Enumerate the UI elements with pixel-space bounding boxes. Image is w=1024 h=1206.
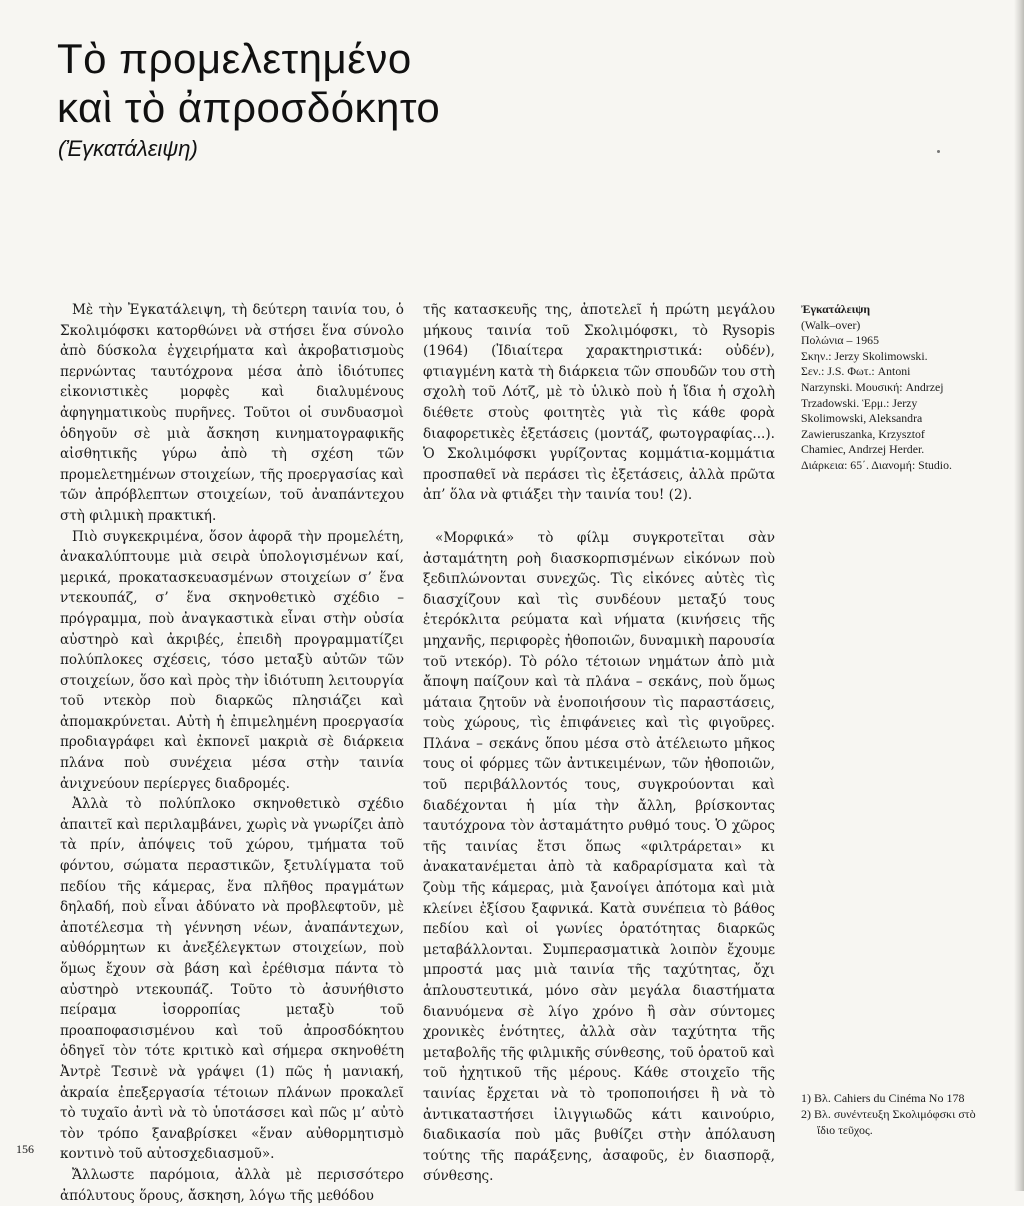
page-number: 156 — [16, 1142, 34, 1156]
title-line-1: Τὸ προμελετημένο — [57, 35, 412, 82]
paragraph: τῆς κατασκευῆς της, ἀποτελεῖ ἡ πρώτη μεγάλου μήκους ταινία τοῦ Σκολιμόφσκι, τὸ Rysopis (1964) (Ἰδιαίτερα χαρακτηριστικά: οὐδέν), φτιαγμένη κατὰ τὴ διάρκεια τῶν σπουδῶν του στὴ σχολὴ τοῦ Λότζ, μὲ τὸ ὑλικὸ ποὺ ἡ ἴδια ἡ σχολὴ διέθετε στοὺς φοιτητὲς γιὰ τὶς κάθε φορὰ διαφορετικὲς ἐξετάσεις (μοντάζ, φωτογραφίας...). Ὁ Σκολιμόφσκι γυρίζοντας κομμάτια-κομμάτια προσπαθεῖ νὰ περάσει τὶς ἐξετάσεις, ἀλλὰ πρῶτα ἀπ’ ὅλα νὰ φτιάξει τὴν ταινία του! (2). — [423, 302, 775, 504]
paragraph: «Μορφικά» τὸ φίλμ συγκροτεῖται σὰν ἀσταμάτητη ροὴ διασκορπισμένων εἰκόνων ποὺ ξεδιπλώνονται συνεχῶς. Τὶς εἰκόνες αὐτὲς τὶς διασχίζουν καὶ τὶς συνδέουν μεταξύ τους ἑτερόκλιτα ρεύματα καὶ νήματα (κινήσεις τῆς μηχανῆς, περιφορὲς ἠθοποιῶν, δυναμικὴ παρουσία τοῦ ντεκόρ). Τὸ ρόλο τέτοιων νημάτων ἀπὸ μιὰ ἄποψη παίζουν καὶ τὰ πλάνα – σεκάνς, ποὺ ὅμως μάταια ζητοῦν νὰ ἑνοποιήσουν τὶς παραστάσεις, τοὺς χώρους, τὶς ἐπιφάνειες καὶ τὶς φιγοῦρες. Πλάνα – σεκάνς ὅπου μέσα στὸ ἀτέλειωτο μῆκος τους οἱ φόρμες τῶν ἀντικειμένων, τῶν ἠθοποιῶν, τοῦ περιβάλλοντός τους, συγκρούονται καὶ διαδέχονται ἡ μία τὴν ἄλλη, βρίσκοντας ταυτόχρονα τὸν ἀσταμάτητο ρυθμό τους. Ὁ χῶρος τῆς ταινίας ἔτσι ὅπως «φιλτράρεται» κι ἀνακατανέμεται ἀπὸ τὰ καδραρίσματα καὶ τὰ ζοὺμ τῆς κάμερας, μιὰ ξανοίγει ἀπότομα καὶ μιὰ κλείνει ἐξίσου ξαφνικά. Κατὰ συνέπεια τὸ βάθος πεδίου καὶ οἱ γωνίες ὁρατότητας διαρκῶς μεταβάλλονται. Συμπερασματικὰ λοιπὸν ἔχουμε μπροστά μας μιὰ ταινία τῆς ταχύτητας, ὄχι ἁπλουστευτικά, μόνο σὰν μεγάλα διαστήματα διανυόμενα σὲ λίγο χρόνο ἢ σὰν σύντομες χρονικὲς ἑνότητες, ἀλλὰ σὰν ταχύτητα τῆς μεταβολῆς τῆς φιλμικῆς σύνθεσης, τοῦ ὁρατοῦ καὶ τοῦ ἠχητικοῦ τῆς μέρους. Κάθε στοιχεῖο τῆς ταινίας ἔρχεται νὰ τὸ τροποποιήσει ἢ νὰ τὸ ἀντικαταστήσει ἰλιγγιωδῶς κάτι καινούριο, διαδικασία ποὺ μᾶς βυθίζει στὴν ἀπόλαυση τούτης τῆς παράξενης, ἀσαφοῦς, ἐν διασπορᾷ, σύνθεσης. — [423, 529, 775, 1185]
paragraph: Πιὸ συγκεκριμένα, ὅσον ἀφορᾶ τὴν προμελέτη, ἀνακαλύπτουμε μιὰ σειρὰ ὑπολογισμένων καί, μερικά, προκατασκευασμένων στοιχείων σ’ ἕνα ντεκουπάζ, σ’ ἕνα σκηνοθετικὸ σχέδιο – πρόγραμμα, ποὺ ἀναγκαστικὰ εἶναι στὴν οὐσία αὐστηρὸ καὶ ἀκριβές, ἐπειδὴ προγραμματίζει πολύπλοκες σχέσεις, τόσο μεταξὺ αὐτῶν τῶν στοιχείων, ὅσο καὶ πρὸς τὴν ἰδιότυπη λειτουργία τοῦ ντεκὸρ ποὺ διαρκῶς πλησιάζει καὶ ἀπομακρύνεται. Αὐτὴ ἡ ἐπιμελημένη προεργασία προδιαγράφει καὶ ἐκπονεῖ μακριὰ σὲ διάρκεια πλάνα ποὺ συνέχεια μέσα στὴν ταινία ἀνιχνεύουν περίεργες διαδρομές. — [60, 528, 404, 792]
speck-mark — [937, 150, 940, 153]
body-column-2 — [423, 300, 775, 1187]
article-subtitle: (Ἐγκατάλειψη) — [58, 136, 198, 161]
footnote: 1) Βλ. Cahiers du Cinéma No 178 — [801, 1091, 965, 1105]
paragraph: Ἀλλὰ τὸ πολύπλοκο σκηνοθετικὸ σχέδιο ἀπαιτεῖ καὶ περιλαμβάνει, χωρὶς νὰ γνωρίζει ἀπὸ τὰ πρίν, ἀπόψεις τοῦ χώρου, τμήματα τοῦ φόντου, σώματα περαστικῶν, ξετυλίγματα τοῦ πεδίου τῆς κάμερας, ἕνα πλῆθος πραγμάτων δηλαδή, ποὺ εἶναι ἀδύνατο νὰ προβλεφτοῦν, μὲ ἀποτέλεσμα τὴ γέννηση νέων, ἀναπάντεχων, αὐθόρμητων κι ἀνεξέλεγκτων στοιχείων, ποὺ ὅμως ἔχουν σὰ βάση καὶ ἐρέθισμα πάντα τὸ αὐστηρὸ ντεκουπάζ. Τοῦτο τὸ ἀσυνήθιστο πείραμα ἰσορροπίας μεταξὺ τοῦ προαποφασισμένου καὶ τοῦ ἀπροσδόκητου ὁδηγεῖ τὸν τότε κριτικὸ καὶ σήμερα σκηνοθέτη Ἀντρὲ Τεσινὲ νὰ γράψει (1) πῶς ἡ μανιακή, ἀκραία ἐπεξεργασία τέτοιων πλάνων προκαλεῖ τὸ τυχαῖο ἀντὶ νὰ τὸ ὑποτάσσει καὶ πῶς μ’ αὐτὸ τὸν τρόπο ξαναβρίσκει «ἕναν αὐθορμητισμὸ κοντινὸ τοῦ αὐτοσχεδιασμοῦ». — [60, 796, 404, 1163]
footnotes — [801, 1090, 991, 1138]
credits-line: Σεν.: J.S. Φωτ.: Antoni Narzynski. Μουσική: Andrzej Trzadowski. Ἑρμ.: Jerzy Skolimowski, Aleksandra Zawieruszanka, Krzysztof Chamiec, Andrzej Herder. Διάρκεια: 65΄. Διανομή: Studio. — [801, 364, 952, 472]
credits-title: Ἐγκατάλειψη — [801, 302, 871, 316]
title-line-2: καὶ τὸ ἀπροσδόκητο — [57, 84, 441, 131]
scan-edge-shadow — [1014, 0, 1024, 1191]
credits-line: (Walk–over) — [801, 317, 861, 332]
credits-line: Πολώνια – 1965 — [801, 333, 879, 348]
paragraph: Μὲ τὴν Ἐγκατάλειψη, τὴ δεύτερη ταινία του, ὁ Σκολιμόφσκι κατορθώνει νὰ στήσει ἕνα σύνολο ἀπὸ δύσκολα ἐγχειρήματα καὶ ἀκροβατισμοὺς περνώντας ταυτόχρονα μέσα ἀπὸ ἰδιότυπες εἰκονιστικὲς μορφὲς καὶ διαλυμένους ἀφηγηματικοὺς πυρῆνες. Τοῦτοι οἱ συνδυασμοὶ ὁδηγοῦν σὲ μιὰ ἄσκηση κινηματογραφικῆς αἰσθητικῆς γύρω ἀπὸ τὴ σχέση τῶν προμελετημένων στοιχείων, τῆς προεργασίας καὶ τῶν ἀπρόβλεπτων στοιχείων, τοῦ ἀναπάντεχου στὴ φιλμικὴ πρακτική. — [60, 302, 404, 524]
credits-line: Σκην.: Jerzy Skolimowski. — [801, 348, 928, 363]
body-column-1 — [60, 300, 404, 1206]
footnote: 2) Βλ. συνέντευξη Σκολιμόφσκι στὸ ἴδιο τεῦχος. — [801, 1107, 976, 1137]
paragraph: Ἄλλωστε παρόμοια, ἀλλὰ μὲ περισσότερο ἀπόλυτους ὅρους, ἄσκηση, λόγω τῆς μεθόδου — [60, 1166, 404, 1204]
article-title — [57, 34, 440, 132]
film-credits — [801, 302, 963, 474]
